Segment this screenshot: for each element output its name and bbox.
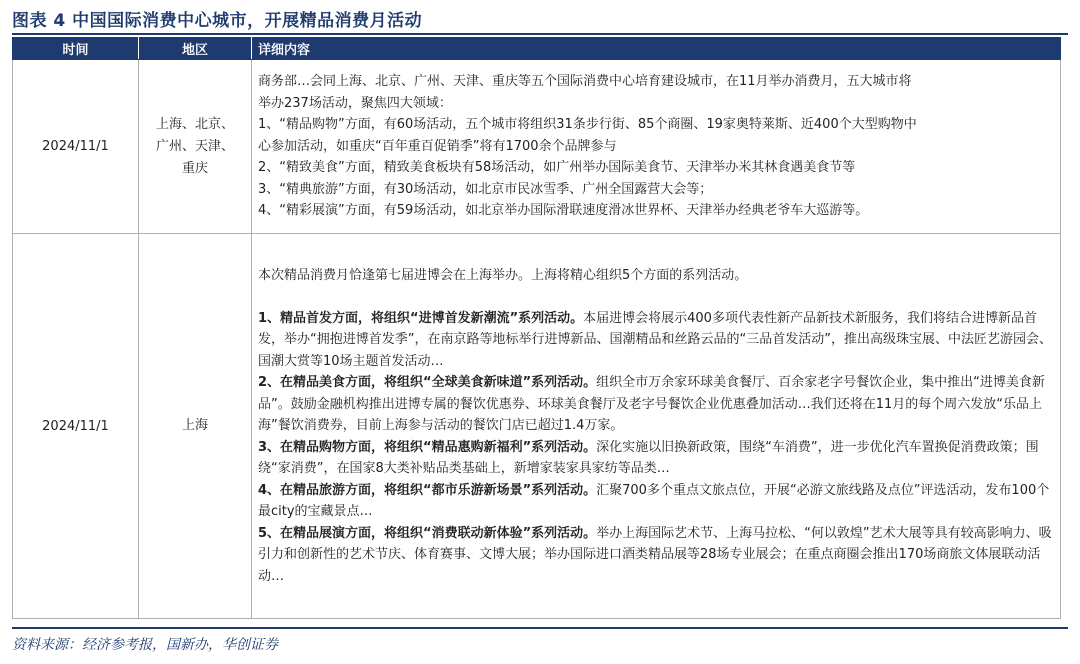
detail-item bbox=[258, 308, 1054, 373]
top-rule bbox=[12, 33, 1068, 35]
table-row bbox=[13, 60, 1061, 234]
item-text: 组织全市万余家环球美食餐厅、百余家老字号餐饮企业，集中推出“进博美食新品”。鼓励金融机构推出进博专属的餐饮优惠券、环球美食餐厅及老字号餐饮企业优惠叠加活动…我们还将在11月的每个周六发放“乐品上海”餐饮消费券，目前上海参与活动的餐饮门店已超过1.4万家。 bbox=[258, 375, 1045, 434]
item-heading: 1、精品首发方面，将组织“进博首发新潮流”系列活动。 bbox=[258, 310, 584, 326]
item-text: 深化实施以旧换新政策，围绕“车消费”，进一步优化汽车置换促消费政策；围绕“家消费”，在国家8大类补贴品类基础上，新增家装家具家纺等品类… bbox=[258, 439, 1039, 477]
figure-title: 图表 4 中国国际消费中心城市，开展精品消费月活动 bbox=[12, 11, 423, 31]
header-region: 地区 bbox=[139, 38, 252, 60]
detail-line: 1、“精品购物”方面，有60场活动，五个城市将组织31条步行街、85个商圈、19家奥特莱斯、近400个大型购物中 bbox=[258, 117, 917, 133]
header-detail: 详细内容 bbox=[252, 38, 1061, 60]
region-cell: 上海 bbox=[139, 234, 252, 619]
date-cell: 2024/11/1 bbox=[13, 234, 139, 619]
detail-intro: 本次精品消费月恰逢第七届进博会在上海举办。上海将精心组织5个方面的系列活动。 bbox=[258, 267, 748, 283]
item-text: 举办上海国际艺术节、上海马拉松、“何以敦煌”艺术大展等具有较高影响力、吸引力和创新性的艺术节庆、体育赛事、文博大展；举办国际进口酒类精品展等28场专业展会；在重点商圈会推出170场商旅文体展联动活动… bbox=[258, 525, 1052, 584]
item-heading: 2、在精品美食方面，将组织“全球美食新味道”系列活动。 bbox=[258, 375, 597, 391]
item-text: 汇聚700多个重点文旅点位，开展“必游文旅线路及点位”评选活动，发布100个最city的宝藏景点… bbox=[258, 482, 1050, 520]
item-heading: 5、在精品展演方面，将组织“消费联动新体验”系列活动。 bbox=[258, 525, 597, 541]
detail-cell bbox=[252, 234, 1061, 619]
region-line: 重庆 bbox=[181, 160, 208, 176]
detail-item bbox=[258, 372, 1054, 437]
region-cell bbox=[139, 60, 252, 234]
detail-line: 3、“精典旅游”方面，有30场活动，如北京市民冰雪季、广州全国露营大会等； bbox=[258, 181, 713, 197]
item-text: 本届进博会将展示400多项代表性新产品新技术新服务，我们将结合进博新品首发，举办“拥抱进博首发季”，在南京路等地标举行进博新品、国潮精品和丝路云品的“三品首发活动”，推出高级珠宝展、中法匠艺游园会、国潮大赏等10场主题首发活动… bbox=[258, 310, 1052, 369]
region-line: 广州、天津、 bbox=[155, 138, 234, 154]
detail-item bbox=[258, 523, 1054, 588]
paragraph-spacer bbox=[258, 286, 1054, 308]
item-heading: 4、在精品旅游方面，将组织“都市乐游新场景”系列活动。 bbox=[258, 482, 597, 498]
detail-line: 举办237场活动，聚焦四大领域： bbox=[258, 95, 452, 111]
bottom-rule bbox=[12, 627, 1068, 629]
detail-item bbox=[258, 437, 1054, 480]
table-header-row bbox=[13, 38, 1061, 60]
events-table bbox=[12, 37, 1061, 619]
source-note: 资料来源：经济参考报，国新办，华创证券 bbox=[12, 637, 278, 653]
item-heading: 3、在精品购物方面，将组织“精品惠购新福利”系列活动。 bbox=[258, 439, 597, 455]
date-cell: 2024/11/1 bbox=[13, 60, 139, 234]
detail-line: 2、“精致美食”方面，精致美食板块有58场活动，如广州举办国际美食节、天津举办米其林食遇美食节等 bbox=[258, 160, 856, 176]
detail-line: 商务部…会同上海、北京、广州、天津、重庆等五个国际消费中心培育建设城市，在11月举办消费月，五大城市将 bbox=[258, 74, 912, 90]
detail-cell bbox=[252, 60, 1061, 234]
detail-line: 心参加活动，如重庆“百年重百促销季”将有1700余个品牌参与 bbox=[258, 138, 617, 154]
detail-item bbox=[258, 480, 1054, 523]
header-time: 时间 bbox=[13, 38, 139, 60]
table-row bbox=[13, 234, 1061, 619]
region-line: 上海、北京、 bbox=[155, 116, 234, 132]
detail-line: 4、“精彩展演”方面，有59场活动，如北京举办国际滑联速度滑冰世界杯、天津举办经典老爷车大巡游等。 bbox=[258, 203, 869, 219]
